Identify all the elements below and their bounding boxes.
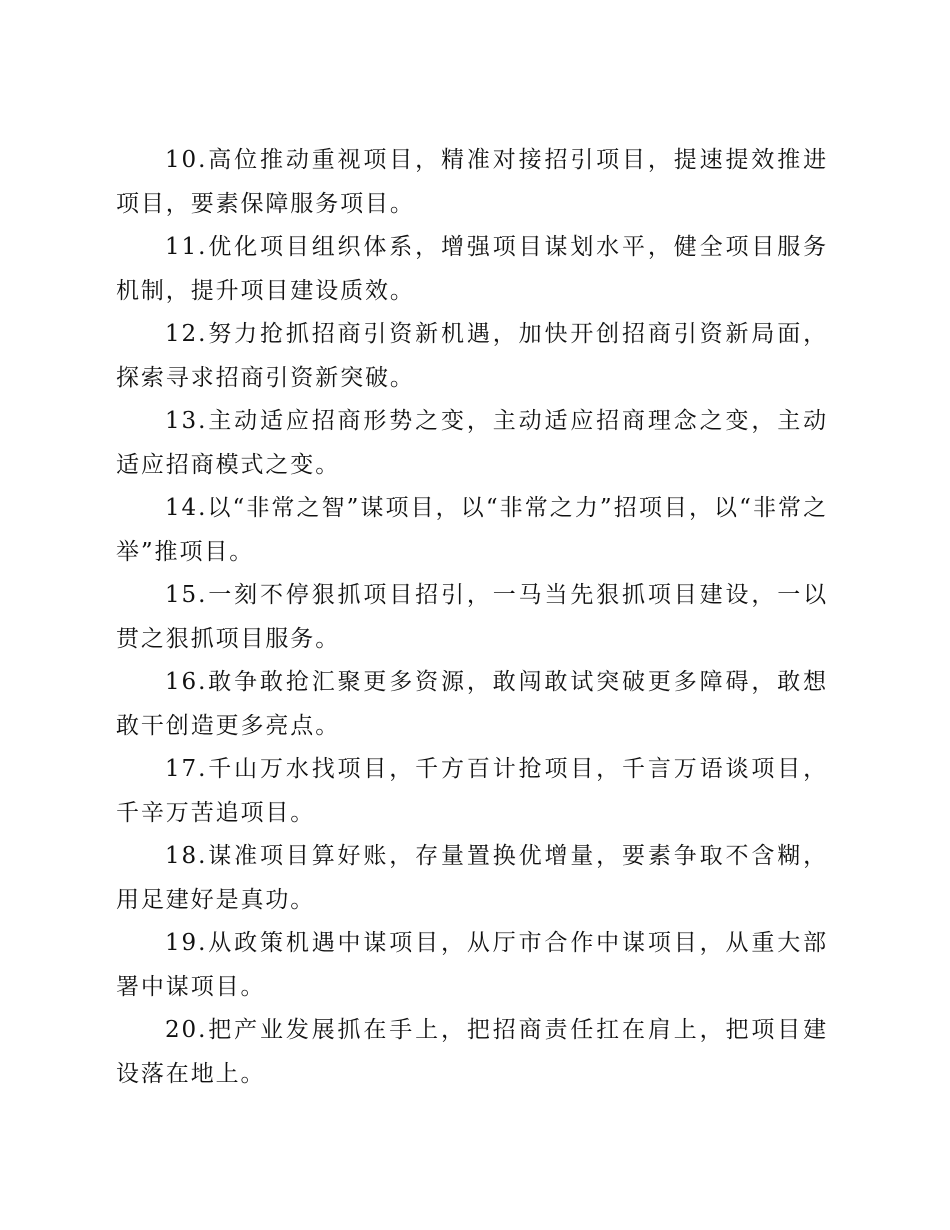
paragraph-12: 12.努力抢抓招商引资新机遇，加快开创招商引资新局面，探索寻求招商引资新突破。: [116, 321, 828, 391]
paragraph-20: 20.把产业发展抓在手上，把招商责任扛在肩上，把项目建设落在地上。: [116, 1017, 828, 1087]
paragraph-11: 11.优化项目组织体系，增强项目谋划水平，健全项目服务机制，提升项目建设质效。: [116, 234, 828, 304]
paragraph-14: 14.以“非常之智”谋项目，以“非常之力”招项目，以“非常之举”推项目。: [116, 495, 828, 565]
paragraph-18: 18.谋准项目算好账，存量置换优增量，要素争取不含糊，用足建好是真功。: [116, 843, 828, 913]
paragraph-15: 15.一刻不停狠抓项目招引，一马当先狠抓项目建设，一以贯之狠抓项目服务。: [116, 582, 828, 652]
paragraph-17: 17.千山万水找项目，千方百计抢项目，千言万语谈项目，千辛万苦追项目。: [116, 756, 828, 826]
paragraph-13: 13.主动适应招商形势之变，主动适应招商理念之变，主动适应招商模式之变。: [116, 408, 828, 478]
paragraph-10: 10.高位推动重视项目，精准对接招引项目，提速提效推进项目，要素保障服务项目。: [116, 147, 828, 217]
paragraph-16: 16.敢争敢抢汇聚更多资源，敢闯敢试突破更多障碍，敢想敢干创造更多亮点。: [116, 669, 828, 739]
document-body: [116, 139, 828, 1096]
paragraph-19: 19.从政策机遇中谋项目，从厅市合作中谋项目，从重大部署中谋项目。: [116, 930, 828, 1000]
